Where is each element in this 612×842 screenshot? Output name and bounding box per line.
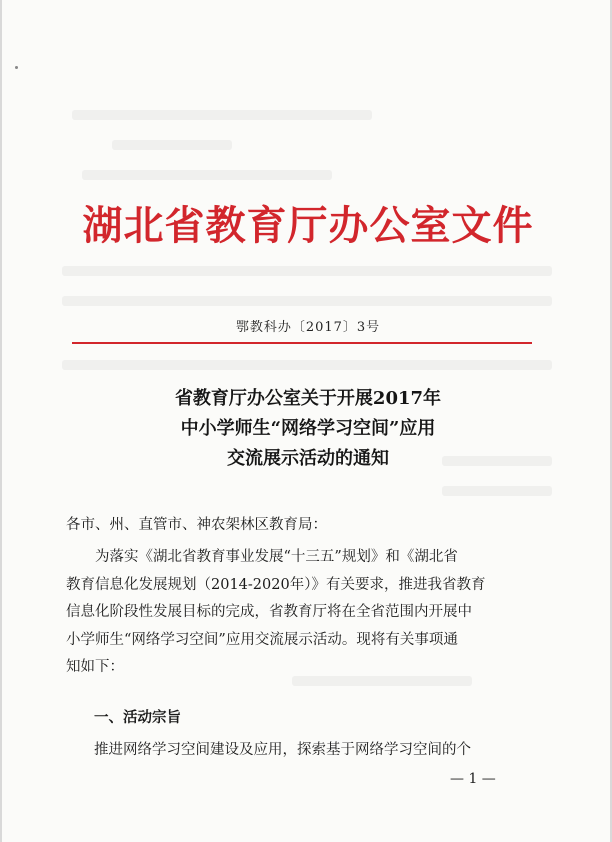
bleed-through-mark	[82, 170, 332, 180]
paragraph-line: 为落实《湖北省教育事业发展“十三五”规划》和《湖北省	[95, 549, 458, 565]
section-heading: 一、活动宗旨	[94, 710, 181, 726]
notice-title-line: 省教育厅办公室关于开展2017年	[174, 388, 442, 409]
bleed-through-mark	[442, 486, 552, 496]
paper-speck	[15, 66, 18, 69]
document-header-title: 湖北省教育厅办公室文件	[82, 203, 534, 249]
bleed-through-mark	[62, 266, 552, 276]
page-number: — 1 —	[450, 771, 496, 787]
bleed-through-mark	[62, 296, 552, 306]
notice-title-line: 交流展示活动的通知	[227, 448, 389, 469]
paragraph-line: 小学师生“网络学习空间”应用交流展示活动。现将有关事项通	[66, 631, 458, 648]
document-number: 鄂教科办〔2017〕3号	[235, 320, 381, 335]
bleed-through-mark	[112, 140, 232, 150]
paragraph-line: 教育信息化发展规划（2014-2020年）》有关要求，推进我省教育	[66, 576, 486, 593]
addressee: 各市、州、直管市、神农架林区教育局：	[66, 517, 327, 533]
section-text: 推进网络学习空间建设及应用，探索基于网络学习空间的个	[94, 742, 471, 758]
notice-title	[62, 384, 554, 474]
bleed-through-mark	[62, 360, 552, 370]
notice-title-line: 中小学师生“网络学习空间”应用	[180, 418, 436, 439]
header-red-rule	[72, 342, 532, 344]
bleed-through-mark	[72, 110, 372, 120]
body-paragraph	[66, 544, 550, 682]
paragraph-line: 信息化阶段性发展目标的完成，省教育厅将在全省范围内开展中	[66, 604, 472, 620]
paragraph-line: 知如下：	[66, 659, 124, 675]
